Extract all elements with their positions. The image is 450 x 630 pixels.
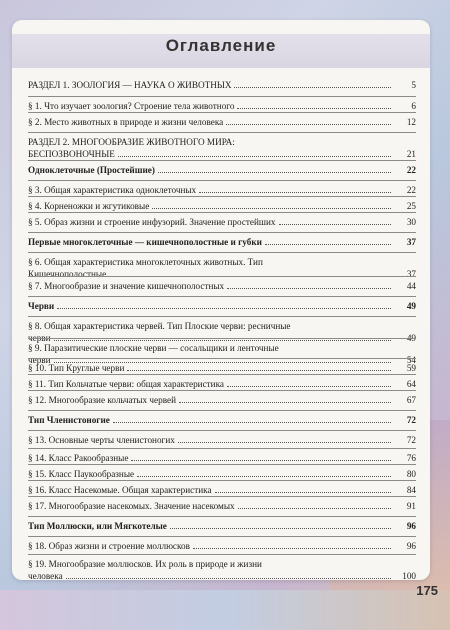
toc-entry (28, 358, 416, 375)
toc-entry (28, 536, 416, 553)
toc-entry-text: Черви (28, 301, 55, 311)
dot-leader (127, 370, 391, 371)
toc-entry (28, 180, 416, 197)
toc-entry-text: черви (28, 354, 51, 365)
dot-leader (279, 224, 392, 225)
toc-entry-page: 21 (406, 148, 416, 159)
dot-leader (227, 288, 391, 289)
toc-entry-text: Тип Моллюски, или Мягкотелые (28, 521, 167, 531)
toc-entry-text: § 7. Многообразие и значение кишечнополостных (28, 281, 225, 291)
toc-entry-text: § 10. Тип Круглые черви (28, 363, 125, 373)
toc-entry-text: § 3. Общая характеристика одноклеточных (28, 185, 197, 195)
toc-entry (28, 554, 416, 582)
toc-entry-text: § 4. Корненожки и жгутиковые (28, 201, 150, 211)
dot-leader (265, 244, 391, 245)
toc-entry-page: 91 (406, 501, 416, 511)
dot-leader (66, 578, 391, 579)
toc-entry-text: § 14. Класс Ракообразные (28, 453, 129, 463)
toc-entry (28, 112, 416, 129)
toc-entry-text: § 17. Многообразие насекомых. Значение насекомых (28, 501, 235, 511)
toc-entry-page: 100 (402, 570, 416, 581)
toc-entry-text: Одноклеточные (Простейшие) (28, 165, 155, 175)
toc-entry-page: 37 (406, 237, 416, 247)
toc-entry-page: 96 (406, 541, 416, 551)
toc-entry-text: § 12. Многообразие кольчатых червей (28, 395, 176, 405)
toc-entry-text: Первые многоклеточные — кишечнополостные и губки (28, 237, 262, 247)
toc-entry (28, 480, 416, 497)
toc-heading (28, 410, 416, 427)
background-strip (0, 590, 450, 630)
toc-entry-page: 22 (406, 165, 416, 175)
toc-entry (28, 448, 416, 465)
toc-entry (28, 196, 416, 213)
dot-leader (226, 124, 391, 125)
toc-entry-page: 59 (406, 363, 416, 373)
dot-leader (137, 476, 391, 477)
toc-entry (28, 430, 416, 447)
toc-entry-page: 25 (406, 201, 416, 211)
dot-leader (237, 108, 391, 109)
toc-entry-text-line1: § 6. Общая характеристика многоклеточных животных. Тип (28, 257, 263, 267)
toc-entry-page: 84 (406, 485, 416, 495)
toc-entry (28, 276, 416, 293)
toc-entry-page: 96 (406, 521, 416, 531)
dot-leader (199, 192, 391, 193)
dot-leader (179, 402, 391, 403)
toc-entry-text: РАЗДЕЛ 1. ЗООЛОГИЯ — НАУКА О ЖИВОТНЫХ (28, 80, 232, 90)
toc-entry-text: § 5. Образ жизни и строение инфузорий. Значение простейших (28, 217, 276, 227)
dot-leader (215, 492, 391, 493)
page-number: 175 (416, 583, 438, 598)
dot-leader (238, 508, 391, 509)
toc-entry (28, 212, 416, 229)
toc-entry (28, 132, 416, 160)
toc-entry-text: § 15. Класс Паукообразные (28, 469, 135, 479)
toc-entry-text-line1: § 9. Паразитические плоские черви — сосальщики и ленточные (28, 343, 279, 353)
toc-entry-text: § 18. Образ жизни и строение моллюсков (28, 541, 190, 551)
toc-entry-page: 54 (406, 354, 416, 365)
toc-entry-text: БЕСПОЗВОНОЧНЫЕ (28, 148, 115, 159)
dot-leader (152, 208, 391, 209)
toc-heading (28, 232, 416, 249)
toc-entry-text: § 11. Тип Кольчатые черви: общая характеристика (28, 379, 225, 389)
toc-entry (28, 464, 416, 481)
toc-entry (28, 496, 416, 513)
toc-entry-text: Тип Членистоногие (28, 415, 110, 425)
page-title: Оглавление (165, 36, 277, 55)
toc-entry-page: 22 (406, 185, 416, 195)
toc-entry-text-line1: § 8. Общая характеристика червей. Тип Плоские черви: ресничные (28, 321, 291, 331)
dot-leader (131, 460, 391, 461)
toc-entry-page: 49 (406, 301, 416, 311)
dot-leader (178, 442, 391, 443)
dot-leader (57, 308, 391, 309)
toc-entry-page: 5 (411, 80, 416, 90)
toc-entry-page: 72 (406, 435, 416, 445)
toc-entry-text: § 1. Что изучает зоология? Строение тела животного (28, 101, 235, 111)
toc-heading (28, 296, 416, 313)
toc-entry-page: 76 (406, 453, 416, 463)
toc-entry-text: § 2. Место животных в природе и жизни человека (28, 117, 224, 127)
toc-entry-page: 37 (406, 268, 416, 279)
dot-leader (170, 528, 391, 529)
toc-heading (28, 516, 416, 533)
toc-entry (28, 374, 416, 391)
toc-entry (28, 390, 416, 407)
toc-entry-text: § 13. Основные черты членистоногих (28, 435, 175, 445)
toc-entry-page: 72 (406, 415, 416, 425)
toc-entry (28, 76, 416, 92)
dot-leader (193, 548, 391, 549)
dot-leader (227, 386, 391, 387)
toc-entry-page: 6 (411, 101, 416, 111)
toc-entry-text: § 16. Класс Насекомые. Общая характеристика (28, 485, 212, 495)
toc-entry-text: человека (28, 570, 63, 581)
toc-entry-page: 64 (406, 379, 416, 389)
toc-card (12, 20, 430, 580)
toc-entry (28, 96, 416, 113)
toc-entry-page: 67 (406, 395, 416, 405)
toc-entry-page: 49 (406, 332, 416, 343)
toc-entry-page: 44 (406, 281, 416, 291)
dot-leader (234, 87, 391, 88)
toc-entry-text: Кишечнополостные (28, 268, 107, 279)
toc-entry-page: 30 (406, 217, 416, 227)
toc-entry-text-line1: РАЗДЕЛ 2. МНОГООБРАЗИЕ ЖИВОТНОГО МИРА: (28, 137, 235, 147)
toc-entry-page: 80 (406, 469, 416, 479)
dot-leader (118, 156, 391, 157)
toc-heading (28, 160, 416, 177)
toc-entry-page: 12 (406, 117, 416, 127)
toc-entry-text: черви (28, 332, 51, 343)
dot-leader (113, 422, 391, 423)
toc-entry-text-line1: § 19. Многообразие моллюсков. Их роль в природе и жизни (28, 559, 262, 569)
dot-leader (158, 172, 391, 173)
